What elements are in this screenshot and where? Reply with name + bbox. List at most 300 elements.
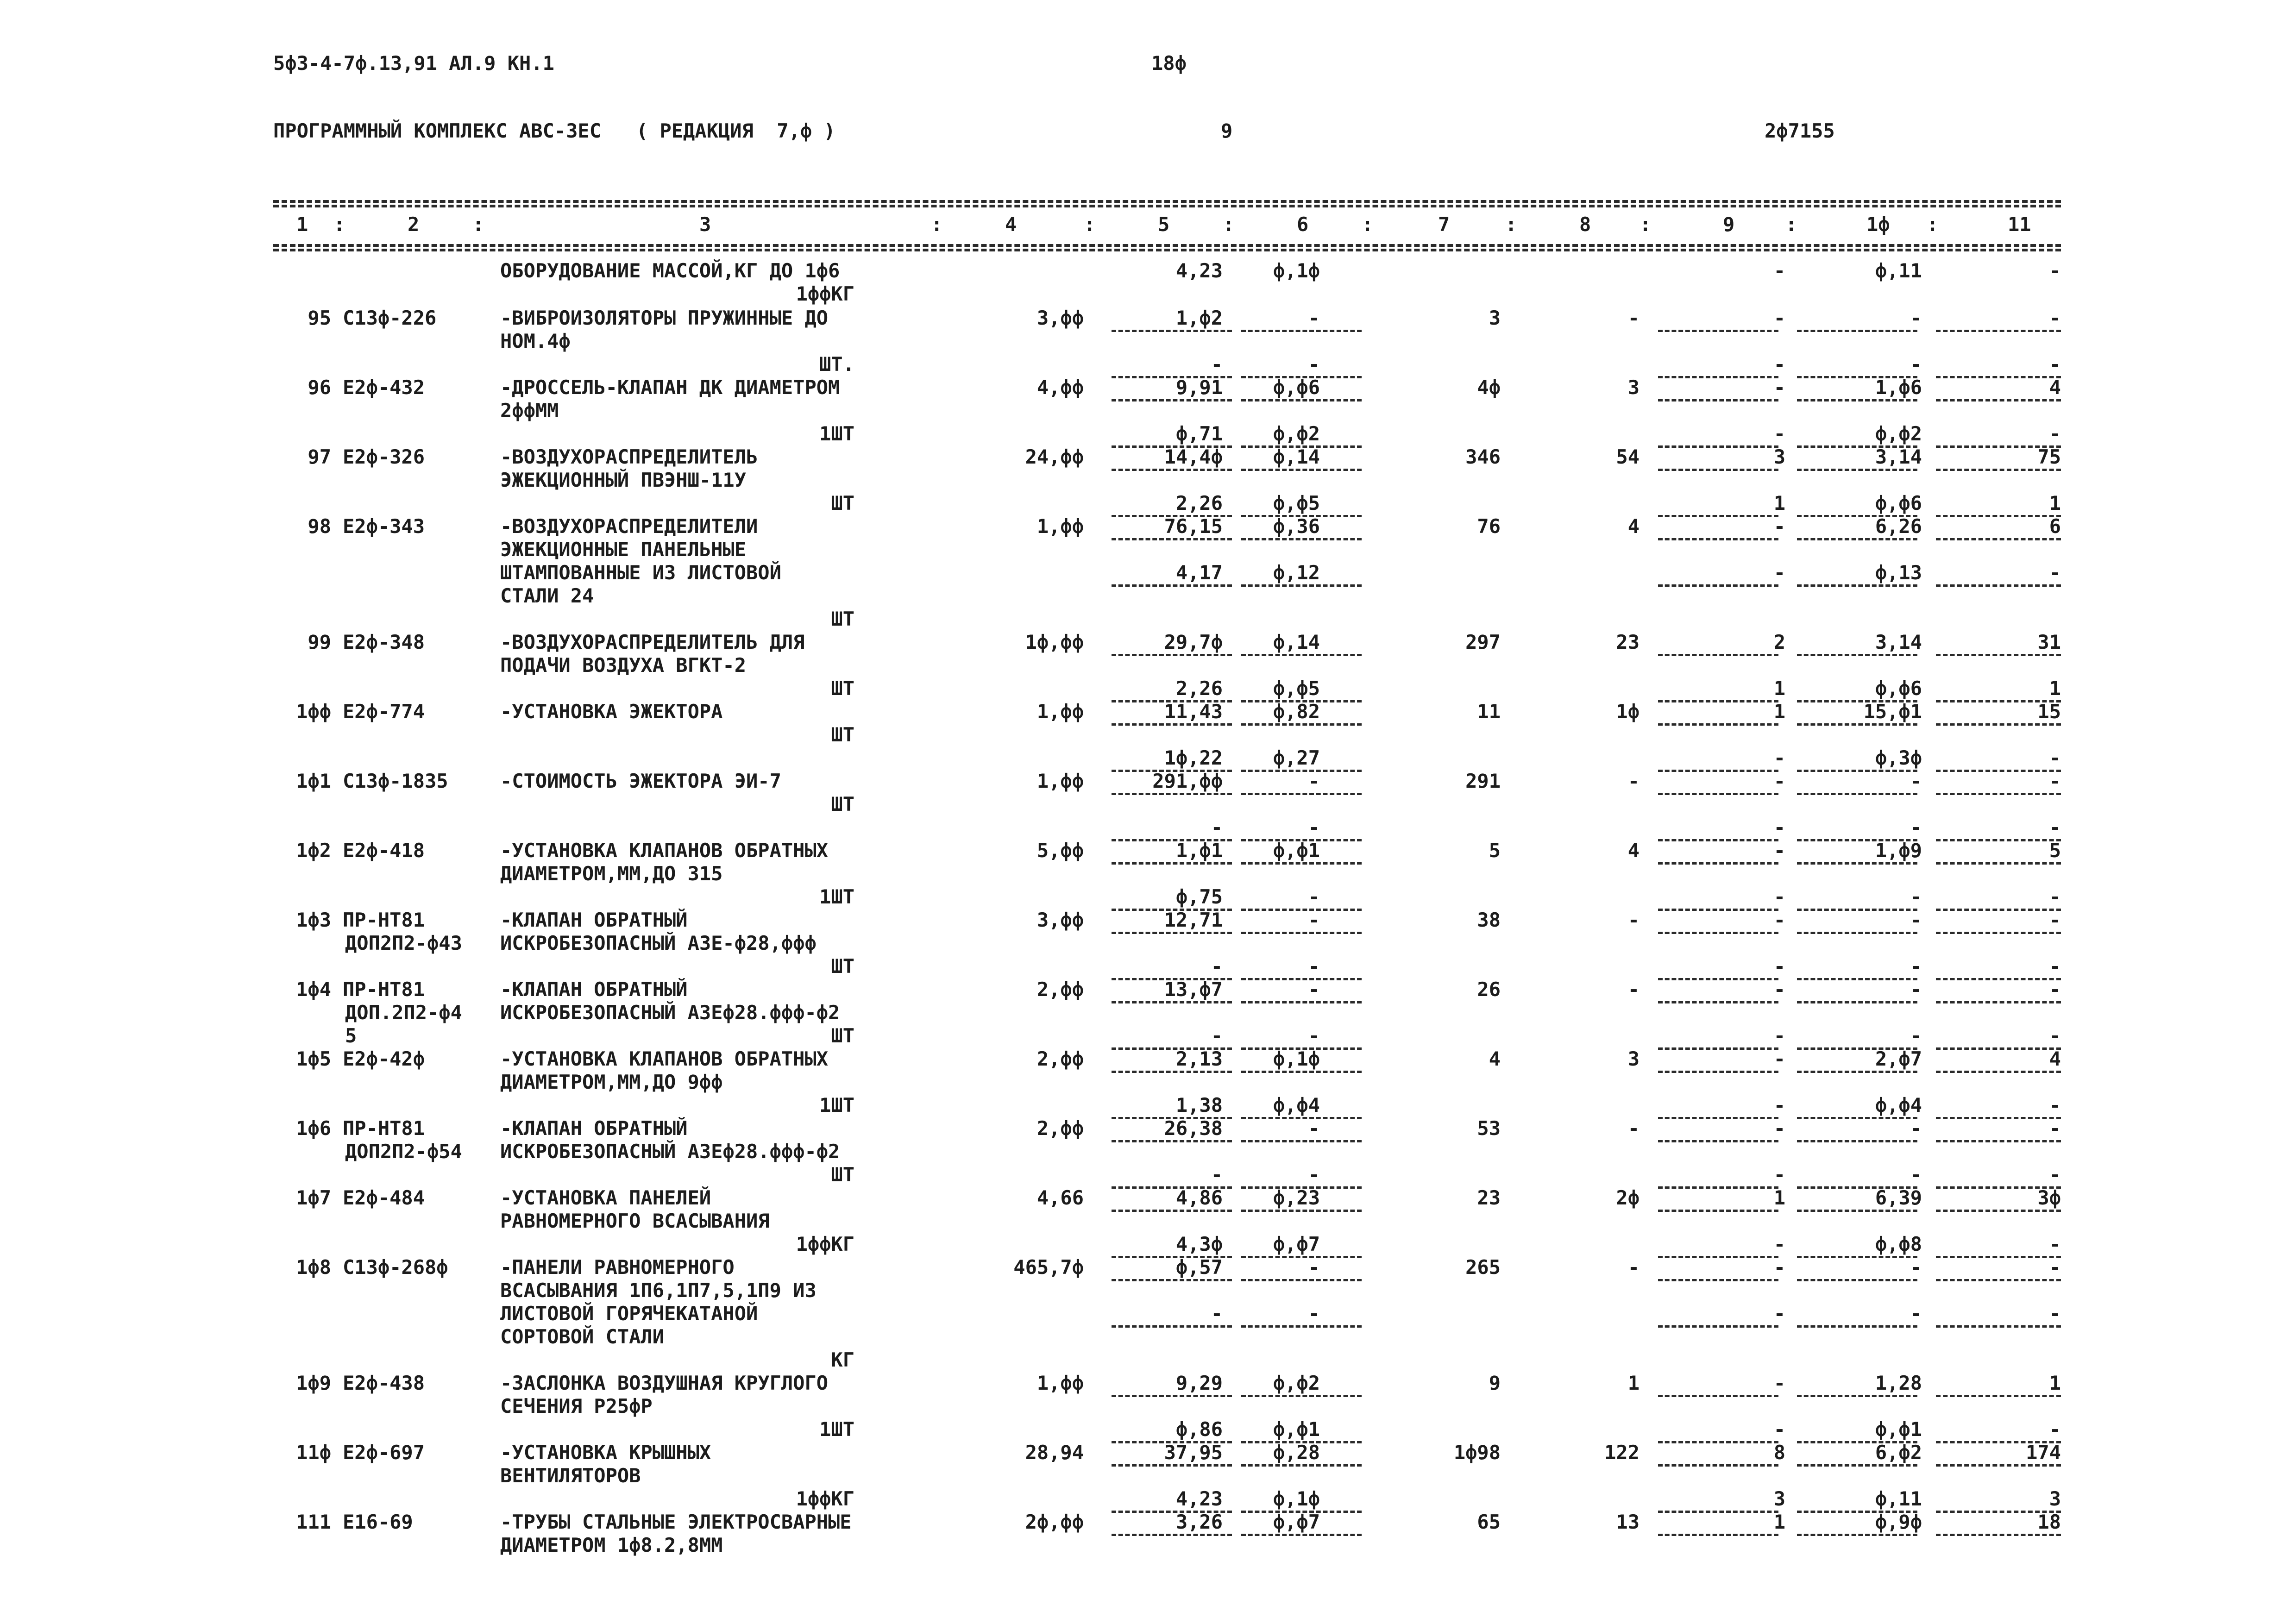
quantity: 3,фф <box>1036 307 1084 329</box>
labor-hours-secondary: ф,ф4 <box>1875 1094 1922 1116</box>
cell-divider <box>1658 1464 1778 1467</box>
total-cost: 26 <box>1477 978 1501 1001</box>
labor-hours: 15,ф1 <box>1863 700 1922 723</box>
total-wage: 3 <box>1627 1047 1640 1070</box>
cell-divider <box>1112 584 1232 587</box>
total-cost: 65 <box>1477 1511 1501 1533</box>
unit-of-measure: ШТ <box>831 793 854 815</box>
cell-divider <box>1936 584 2061 587</box>
labor-total-secondary: - <box>2049 1418 2061 1441</box>
unit-wage: ф,23 <box>1273 1186 1320 1209</box>
section-number: 9 <box>1221 119 1233 142</box>
unit-cost: 14,4ф <box>1164 445 1223 468</box>
cell-divider <box>1936 1279 2061 1281</box>
cell-divider <box>1658 909 1778 911</box>
rate-code: Е2ф-348 <box>343 631 425 653</box>
unit-wage-secondary: - <box>1308 1302 1320 1325</box>
row-number: 99 <box>308 631 331 653</box>
cell-divider <box>1241 1117 1362 1119</box>
column-separator: : <box>1505 213 1517 236</box>
machine-cost: - <box>1773 1256 1785 1279</box>
cell-divider <box>1658 330 1778 332</box>
header-bottom-rule-2 <box>273 249 2061 251</box>
cell-divider <box>1658 1395 1778 1397</box>
cell-divider <box>1658 1210 1778 1212</box>
cell-divider <box>1241 862 1362 865</box>
unit-cost: 11,43 <box>1164 700 1223 723</box>
unit-cost-secondary: - <box>1211 1024 1223 1047</box>
total-cost: 1ф98 <box>1453 1441 1501 1464</box>
unit-of-measure: КГ <box>831 1348 854 1371</box>
labor-hours: - <box>1910 307 1922 329</box>
unit-wage: - <box>1308 1256 1320 1279</box>
cell-divider <box>1658 793 1778 795</box>
machine-cost-secondary: - <box>1773 561 1785 584</box>
work-description: -УСТАНОВКА ПАНЕЛЕЙ <box>500 1186 711 1209</box>
cell-divider <box>1936 932 2061 934</box>
work-description: ПОДАЧИ ВОЗДУХА ВГКТ-2 <box>500 654 747 677</box>
unit-cost-secondary: 4,3ф <box>1175 1233 1223 1255</box>
labor-total-secondary: - <box>2049 885 2061 908</box>
total-wage: 1 <box>1627 1372 1640 1394</box>
cell-divider <box>1936 330 2061 332</box>
rate-code: Е2ф-438 <box>343 1372 425 1394</box>
unit-wage-secondary: ф,ф1 <box>1273 1418 1320 1441</box>
rate-code: Е2ф-418 <box>343 839 425 862</box>
cell-divider <box>1797 1071 1917 1073</box>
unit-cost-secondary: ф,75 <box>1175 885 1223 908</box>
cell-divider <box>1112 1001 1232 1003</box>
cell-divider <box>1658 538 1778 540</box>
work-description: -КЛАПАН ОБРАТНЫЙ <box>500 1117 688 1140</box>
labor-hours: 6,ф2 <box>1875 1441 1922 1464</box>
work-description: -УСТАНОВКА КЛАПАНОВ ОБРАТНЫХ <box>500 1047 829 1070</box>
quantity: 1,фф <box>1036 1372 1084 1394</box>
cell-divider <box>1241 1001 1362 1003</box>
labor-hours: 1,ф9 <box>1875 839 1922 862</box>
rate-code: Е2ф-697 <box>343 1441 425 1464</box>
unit-of-measure: 1ШТ <box>819 1094 854 1116</box>
cell-divider <box>1797 1325 1917 1328</box>
cell-divider <box>1112 1071 1232 1073</box>
labor-total: 31 <box>2037 631 2061 653</box>
unit-cost: 13,ф7 <box>1164 978 1223 1001</box>
unit-cost: 76,15 <box>1164 515 1223 538</box>
total-cost: 297 <box>1465 631 1501 653</box>
labor-total: - <box>2049 1256 2061 1279</box>
work-description: -ДРОССЕЛЬ-КЛАПАН ДК ДИАМЕТРОМ <box>500 376 840 399</box>
cell-divider <box>1658 515 1778 517</box>
cell-divider <box>1112 1325 1232 1328</box>
machine-cost: - <box>1773 978 1785 1001</box>
total-wage: 2ф <box>1616 1186 1640 1209</box>
row-number: 11ф <box>296 1441 331 1464</box>
machine-cost: - <box>1773 307 1785 329</box>
work-description: ИСКРОБЕЗОПАСНЫЙ АЗЕ-ф28,ффф <box>500 932 817 954</box>
cell-divider <box>1241 793 1362 795</box>
machine-cost: - <box>1773 770 1785 792</box>
cell-divider <box>1241 1395 1362 1397</box>
cell-divider <box>1112 1210 1232 1212</box>
cell-divider <box>1112 330 1232 332</box>
cell-divider <box>1241 1279 1362 1281</box>
rate-code: Е16-69 <box>343 1511 413 1533</box>
labor-hours: - <box>1910 978 1922 1001</box>
cell-divider <box>1936 399 2061 401</box>
cell-divider <box>1658 1071 1778 1073</box>
row-number: 98 <box>308 515 331 538</box>
unit-cost-secondary: 4,23 <box>1175 1487 1223 1510</box>
cell-divider <box>1658 1534 1778 1536</box>
unit-cost: 4,86 <box>1175 1186 1223 1209</box>
cell-divider <box>1241 1140 1362 1142</box>
cell-divider <box>1112 538 1232 540</box>
cell-divider <box>1936 1534 2061 1536</box>
quantity: 465,7ф <box>1013 1256 1084 1279</box>
work-description: ВСАСЫВАНИЯ 1П6,1П7,5,1П9 ИЗ <box>500 1279 817 1302</box>
machine-cost-secondary: - <box>1773 1233 1785 1255</box>
cell-divider <box>1936 839 2061 841</box>
cell-divider <box>1797 654 1917 656</box>
cell-divider <box>1241 1071 1362 1073</box>
quantity: 2,фф <box>1036 1117 1084 1140</box>
cell-divider <box>1936 862 2061 865</box>
cell-divider <box>1241 932 1362 934</box>
labor-total: - <box>2049 1117 2061 1140</box>
unit-cost: 1,ф1 <box>1175 839 1223 862</box>
unit-cost-secondary: - <box>1211 816 1223 839</box>
cell-divider <box>1658 978 1778 980</box>
quantity: 3,фф <box>1036 909 1084 931</box>
unit-of-measure: 1ШТ <box>819 1418 854 1441</box>
work-description: СОРТОВОЙ СТАЛИ <box>500 1325 665 1348</box>
program-name: ПРОГРАММНЫЙ КОМПЛЕКС АВС-3ЕС ( РЕДАКЦИЯ 7,ф ) <box>273 119 835 142</box>
cell-divider <box>1658 1256 1778 1258</box>
column-header: 4 <box>1005 213 1017 236</box>
total-cost: 38 <box>1477 909 1501 931</box>
cell-divider <box>1936 1256 2061 1258</box>
column-header: 1 <box>296 213 308 236</box>
quantity: 1ф,фф <box>1025 631 1084 653</box>
cell-divider <box>1797 1117 1917 1119</box>
unit-cost-secondary: - <box>1211 1163 1223 1186</box>
labor-hours-secondary: ф,ф2 <box>1875 422 1922 445</box>
quantity: 1,фф <box>1036 770 1084 792</box>
cell-divider <box>1241 909 1362 911</box>
labor-total: - <box>2049 909 2061 931</box>
row-number: 1ф6 <box>296 1117 331 1140</box>
machine-cost-secondary: - <box>1773 885 1785 908</box>
labor-hours: - <box>1910 909 1922 931</box>
machine-cost: 8 <box>1773 1441 1785 1464</box>
column-separator: : <box>1223 213 1235 236</box>
rate-code: С13ф-268ф <box>343 1256 448 1279</box>
cell-divider <box>1112 469 1232 471</box>
rate-code: С13ф-1835 <box>343 770 448 792</box>
total-cost: 265 <box>1465 1256 1501 1279</box>
cell-divider <box>1658 700 1778 702</box>
total-cost: 5 <box>1489 839 1501 862</box>
machine-cost: - <box>1773 1047 1785 1070</box>
cell-divider <box>1936 1071 2061 1073</box>
quantity: 1,фф <box>1036 700 1084 723</box>
cell-divider <box>1241 584 1362 587</box>
table-top-rule-2 <box>273 205 2061 207</box>
labor-total-secondary: - <box>2049 1094 2061 1116</box>
work-description: -ЗАСЛОНКА ВОЗДУШНАЯ КРУГЛОГО <box>500 1372 829 1394</box>
unit-wage: ф,1ф <box>1273 259 1320 282</box>
cell-divider <box>1936 1140 2061 1142</box>
work-description: -ВОЗДУХОРАСПРЕДЕЛИТЕЛИ <box>500 515 758 538</box>
rate-code: Е2ф-343 <box>343 515 425 538</box>
labor-total: 3ф <box>2037 1186 2061 1209</box>
labor-hours-secondary: ф,3ф <box>1875 746 1922 769</box>
column-header: 8 <box>1579 213 1591 236</box>
total-wage: 122 <box>1604 1441 1640 1464</box>
unit-cost-secondary: 4,17 <box>1175 561 1223 584</box>
rate-code: Е2ф-484 <box>343 1186 425 1209</box>
labor-hours: 3,14 <box>1875 445 1922 468</box>
unit-wage: ф,28 <box>1273 1441 1320 1464</box>
unit-wage: - <box>1308 307 1320 329</box>
work-description: ШТАМПОВАННЫЕ ИЗ ЛИСТОВОЙ <box>500 561 781 584</box>
unit-wage: ф,1ф <box>1273 1047 1320 1070</box>
row-number: 1ф5 <box>296 1047 331 1070</box>
total-cost: 4 <box>1489 1047 1501 1070</box>
column-separator: : <box>1362 213 1374 236</box>
cell-divider <box>1936 1325 2061 1328</box>
labor-hours-secondary: ф,11 <box>1875 1487 1922 1510</box>
cell-divider <box>1658 469 1778 471</box>
total-wage: - <box>1627 978 1640 1001</box>
labor-hours-secondary: ф,13 <box>1875 561 1922 584</box>
machine-cost: - <box>1773 515 1785 538</box>
column-separator: : <box>472 213 484 236</box>
unit-cost-secondary: ф,71 <box>1175 422 1223 445</box>
unit-wage: ф,14 <box>1273 631 1320 653</box>
labor-hours: ф,9ф <box>1875 1511 1922 1533</box>
machine-cost: - <box>1773 1372 1785 1394</box>
labor-hours: ф,11 <box>1875 259 1922 282</box>
total-wage: 23 <box>1616 631 1640 653</box>
cell-divider <box>1241 723 1362 726</box>
cell-divider <box>1112 1534 1232 1536</box>
labor-total: 75 <box>2037 445 2061 468</box>
unit-cost: 29,7ф <box>1164 631 1223 653</box>
column-separator: : <box>1785 213 1797 236</box>
unit-of-measure: ШТ <box>831 677 854 700</box>
cell-divider <box>1241 1256 1362 1258</box>
unit-wage-secondary: - <box>1308 1024 1320 1047</box>
rate-code: С13ф-226 <box>343 307 437 329</box>
total-cost: 4ф <box>1477 376 1501 399</box>
cell-divider <box>1936 1395 2061 1397</box>
cell-divider <box>1112 399 1232 401</box>
unit-wage-secondary: ф,ф5 <box>1273 677 1320 700</box>
cell-divider <box>1112 1279 1232 1281</box>
cell-divider <box>1797 909 1917 911</box>
unit-cost-secondary: ф,86 <box>1175 1418 1223 1441</box>
unit-cost: 12,71 <box>1164 909 1223 931</box>
labor-total: 174 <box>2026 1441 2061 1464</box>
unit-wage-secondary: - <box>1308 885 1320 908</box>
work-description: -ПАНЕЛИ РАВНОМЕРНОГО <box>500 1256 735 1279</box>
unit-wage-secondary: ф,27 <box>1273 746 1320 769</box>
work-description: -УСТАНОВКА ЭЖЕКТОРА <box>500 700 723 723</box>
machine-cost-secondary: - <box>1773 422 1785 445</box>
work-description: ЛИСТОВОЙ ГОРЯЧЕКАТАНОЙ <box>500 1302 758 1325</box>
unit-of-measure: ШТ. <box>819 353 854 376</box>
quantity: 5,фф <box>1036 839 1084 862</box>
cell-divider <box>1797 584 1917 587</box>
row-number: 96 <box>308 376 331 399</box>
unit-wage-secondary: ф,ф5 <box>1273 492 1320 514</box>
column-header: 9 <box>1723 213 1735 236</box>
column-separator: : <box>1927 213 1939 236</box>
cell-divider <box>1797 1140 1917 1142</box>
cell-divider <box>1797 399 1917 401</box>
machine-cost-secondary: - <box>1773 1163 1785 1186</box>
quantity: 1,фф <box>1036 515 1084 538</box>
rate-code: Е2ф-42ф <box>343 1047 425 1070</box>
total-cost: 3 <box>1489 307 1501 329</box>
rate-code: ПР-НТ81 <box>343 909 425 931</box>
cell-divider <box>1658 1279 1778 1281</box>
labor-total-secondary: - <box>2049 561 2061 584</box>
unit-wage: ф,82 <box>1273 700 1320 723</box>
total-cost: 9 <box>1489 1372 1501 1394</box>
rate-code: ПР-НТ81 <box>343 978 425 1001</box>
work-description: -УСТАНОВКА КРЫШНЫХ <box>500 1441 711 1464</box>
column-separator: : <box>1084 213 1096 236</box>
column-header: 7 <box>1438 213 1450 236</box>
rate-code-line-2: ДОП2П2-ф54 <box>345 1140 462 1163</box>
unit-of-measure: 1ШТ <box>819 422 854 445</box>
labor-hours: 1,28 <box>1875 1372 1922 1394</box>
unit-wage-secondary: ф,ф4 <box>1273 1094 1320 1116</box>
unit-wage: ф,ф2 <box>1273 1372 1320 1394</box>
total-cost: 346 <box>1465 445 1501 468</box>
rate-code-line-2: ДОП2П2-ф43 <box>345 932 462 954</box>
row-number: 1ф7 <box>296 1186 331 1209</box>
work-description: ДИАМЕТРОМ 1ф8.2,8ММ <box>500 1534 723 1556</box>
cell-divider <box>1797 469 1917 471</box>
cell-divider <box>1797 1534 1917 1536</box>
machine-cost: 1 <box>1773 700 1785 723</box>
cell-divider <box>1658 932 1778 934</box>
quantity: 24,фф <box>1025 445 1084 468</box>
unit-cost-secondary: 1ф,22 <box>1164 746 1223 769</box>
column-header: 3 <box>699 213 711 236</box>
machine-cost: - <box>1773 909 1785 931</box>
machine-cost-secondary: 1 <box>1773 492 1785 514</box>
row-number: 1ф1 <box>296 770 331 792</box>
labor-hours: - <box>1910 1117 1922 1140</box>
quantity: 2,фф <box>1036 1047 1084 1070</box>
unit-wage: ф,ф6 <box>1273 376 1320 399</box>
labor-total: - <box>2049 307 2061 329</box>
total-wage: 4 <box>1627 839 1640 862</box>
cell-divider <box>1658 723 1778 726</box>
labor-hours: 2,ф7 <box>1875 1047 1922 1070</box>
unit-cost: 4,23 <box>1175 259 1223 282</box>
labor-hours-secondary: - <box>1910 1302 1922 1325</box>
cell-divider <box>1112 932 1232 934</box>
unit-wage-secondary: ф,ф2 <box>1273 422 1320 445</box>
cell-divider <box>1797 1210 1917 1212</box>
cell-divider <box>1797 862 1917 865</box>
unit-wage: - <box>1308 770 1320 792</box>
labor-hours-secondary: ф,ф6 <box>1875 492 1922 514</box>
total-cost: 53 <box>1477 1117 1501 1140</box>
unit-wage-secondary: - <box>1308 353 1320 376</box>
cell-divider <box>1936 793 2061 795</box>
quantity: 2,фф <box>1036 978 1084 1001</box>
machine-cost-secondary: - <box>1773 955 1785 978</box>
labor-total: 6 <box>2049 515 2061 538</box>
unit-cost: 9,29 <box>1175 1372 1223 1394</box>
cell-divider <box>1936 538 2061 540</box>
work-description: 2ффММ <box>500 399 559 422</box>
labor-hours-secondary: - <box>1910 816 1922 839</box>
total-wage: - <box>1627 1256 1640 1279</box>
row-number: 1ф3 <box>296 909 331 931</box>
cell-divider <box>1797 1279 1917 1281</box>
labor-total-secondary: 1 <box>2049 492 2061 514</box>
cell-divider <box>1241 654 1362 656</box>
cell-divider <box>1797 770 1917 772</box>
unit-cost-secondary: 1,38 <box>1175 1094 1223 1116</box>
labor-hours-secondary: - <box>1910 1024 1922 1047</box>
column-separator: : <box>333 213 345 236</box>
cell-divider <box>1241 978 1362 980</box>
unit-cost-secondary: 2,26 <box>1175 492 1223 514</box>
total-cost: 11 <box>1477 700 1501 723</box>
work-description: ДИАМЕТРОМ,ММ,ДО 9фф <box>500 1071 723 1093</box>
labor-hours: 6,39 <box>1875 1186 1922 1209</box>
total-wage: 4 <box>1627 515 1640 538</box>
unit-wage-secondary: - <box>1308 1163 1320 1186</box>
work-description: ДИАМЕТРОМ,ММ,ДО 315 <box>500 862 723 885</box>
total-wage: 13 <box>1616 1511 1640 1533</box>
column-header: 2 <box>408 213 420 236</box>
labor-hours: 3,14 <box>1875 631 1922 653</box>
unit-wage-secondary: - <box>1308 816 1320 839</box>
cell-divider <box>1797 932 1917 934</box>
unit-cost: 2,13 <box>1175 1047 1223 1070</box>
cell-divider <box>1797 978 1917 980</box>
cell-divider <box>1112 862 1232 865</box>
total-wage: - <box>1627 1117 1640 1140</box>
labor-total-secondary: - <box>2049 1163 2061 1186</box>
labor-total-secondary: 3 <box>2049 1487 2061 1510</box>
cell-divider <box>1241 538 1362 540</box>
unit-wage-secondary: - <box>1308 955 1320 978</box>
labor-hours-secondary: - <box>1910 955 1922 978</box>
total-cost: 76 <box>1477 515 1501 538</box>
machine-cost-secondary: - <box>1773 816 1785 839</box>
cell-divider <box>1936 469 2061 471</box>
rate-code-line-2: ДОП.2П2-ф4 <box>345 1001 462 1024</box>
unit-of-measure: ШТ <box>831 492 854 514</box>
unit-cost: 9,91 <box>1175 376 1223 399</box>
cell-divider <box>1797 1001 1917 1003</box>
cell-divider <box>1797 723 1917 726</box>
work-description: ЭЖЕКЦИОННЫЙ ПВЭНШ-11У <box>500 469 747 491</box>
labor-total-secondary: - <box>2049 353 2061 376</box>
machine-cost-secondary: - <box>1773 1302 1785 1325</box>
unit-of-measure: ШТ <box>831 1163 854 1186</box>
